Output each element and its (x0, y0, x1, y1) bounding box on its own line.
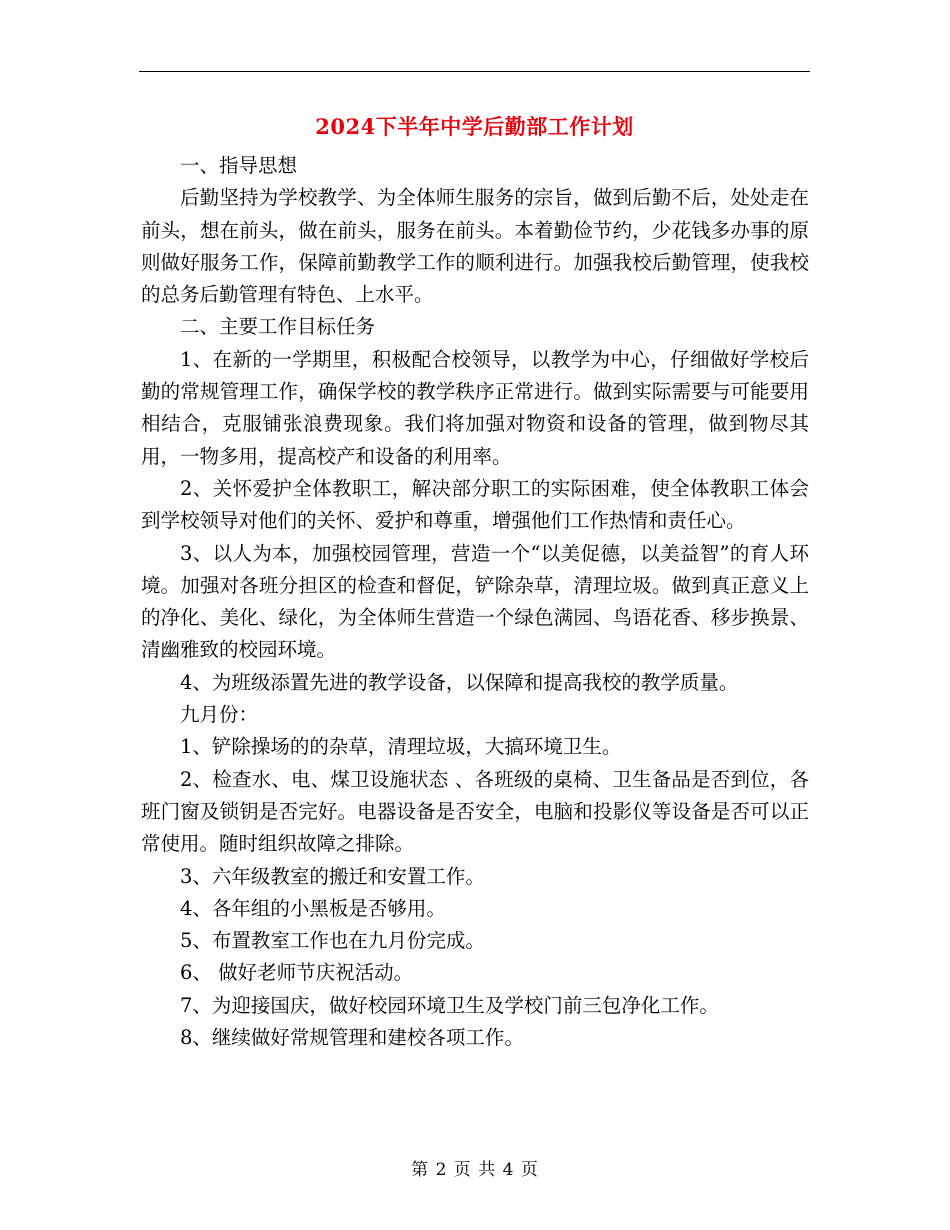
list-item: 7、为迎接国庆，做好校园环境卫生及学校门前三包净化工作。 (180, 993, 719, 1017)
list-item: 8、继续做好常规管理和建校各项工作。 (180, 1026, 524, 1050)
section-heading-main-tasks: 二、主要工作目标任务 (180, 315, 376, 339)
page-number-footer: 第 2 页 共 4 页 (411, 1160, 539, 1180)
paragraph: 1、在新的一学期里，积极配合校领导，以教学为中心，仔细做好学校后勤的常规管理工作，确保学校的教学秩序正常进行。做到实际需要与可能要用相结合，克服铺张浪费现象。我们将加强对物资和设备的管理，做到物尽其用，一物多用，提高校产和设备的利用率。 (141, 347, 809, 468)
paragraph: 3、以人为本，加强校园管理，营造一个“以美促德，以美益智”的育人环境。加强对各班分担区的检查和督促，铲除杂草，清理垃圾。做到真正意义上的净化、美化、绿化，为全体师生营造一个绿色满园、鸟语花香、移步换景、清幽雅致的校园环境。 (141, 541, 809, 662)
paragraph: 4、为班级添置先进的教学设备，以保障和提高我校的教学质量。 (180, 670, 739, 694)
list-item: 2、检查水、电、煤卫设施状态 、各班级的桌椅、卫生备品是否到位，各班门窗及锁钥是否完好。电器设备是否安全，电脑和投影仪等设备是否可以正常使用。随时组织故障之排除。 (141, 767, 809, 856)
list-item: 5、布置教室工作也在九月份完成。 (180, 929, 485, 953)
paragraph: 2、关怀爱护全体教职工，解决部分职工的实际困难，使全体教职工体会到学校领导对他们的关怀、爱护和尊重，增强他们工作热情和责任心。 (141, 476, 809, 533)
list-item: 3、六年级教室的搬迁和安置工作。 (180, 864, 485, 888)
list-item: 4、各年组的小黑板是否够用。 (180, 896, 446, 920)
header-rule (139, 71, 810, 72)
list-item: 6、 做好老师节庆祝活动。 (180, 961, 414, 985)
month-heading-september: 九月份： (180, 703, 259, 727)
section-heading-guiding-thought: 一、指导思想 (180, 154, 298, 177)
document-title: 2024下半年中学后勤部工作计划 (315, 114, 634, 139)
document-body (141, 150, 809, 1054)
paragraph: 后勤坚持为学校教学、为全体师生服务的宗旨，做到后勤不后，处处走在前头，想在前头，做在前头，服务在前头。本着勤俭节约，少花钱多办事的原则做好服务工作，保障前勤教学工作的顺利进行。加强我校后勤管理，使我校的总务后勤管理有特色、上水平。 (141, 186, 809, 307)
list-item: 1、铲除操场的的杂草，清理垃圾，大搞环境卫生。 (180, 735, 622, 759)
